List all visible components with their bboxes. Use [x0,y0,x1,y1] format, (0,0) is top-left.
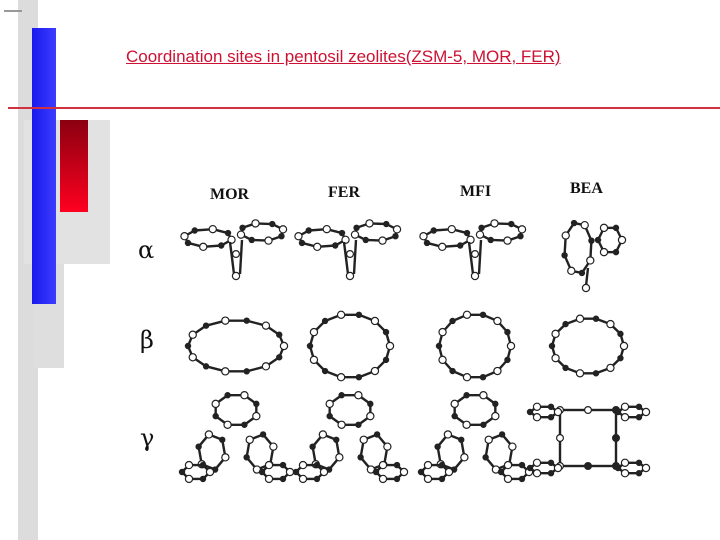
atom [439,462,444,467]
atom [192,228,197,233]
atom [240,225,245,230]
atom [636,471,641,476]
atom [220,437,225,442]
atom [241,392,248,399]
column-label-fer: FER [328,184,360,201]
bea-gamma-bottom-right [615,459,649,477]
row-label-gamma: γ [140,424,155,452]
atom [504,237,511,244]
atom [552,355,559,362]
atom [554,408,561,415]
atom [371,367,378,374]
atom [439,356,446,363]
atom [333,243,338,248]
atom [270,221,275,226]
atom [279,234,284,239]
atom [295,233,302,240]
atom [439,243,446,250]
atom [366,220,373,227]
atom [480,312,485,317]
atom [600,249,607,256]
atom [607,364,614,371]
atom [418,469,423,474]
atom [277,355,282,360]
atom [384,221,389,226]
atom [463,311,470,318]
atom [494,317,501,324]
alpha-right-wing-mfi [476,220,525,244]
atom [435,444,440,449]
decor-small-mark [4,10,22,12]
bea-gamma-cage-atom [585,407,592,414]
slide-title: Coordination sites in pentosil zeolites(ZSM-5, MOR, FER) [126,47,561,66]
atom [375,432,380,437]
alpha-chain-bond-b-mfi [479,240,481,274]
atom [593,316,598,321]
atom [518,234,523,239]
atom [533,459,540,466]
atom [314,243,321,250]
atom [242,422,247,427]
alpha-right-wing-fer [351,220,400,244]
atom [254,401,259,406]
atom [323,226,330,233]
atom [618,236,625,243]
atom [196,444,201,449]
atom [253,413,260,420]
atom [618,356,623,361]
atom [322,368,327,373]
atom [286,468,293,475]
alpha-center-atom-mor [233,251,240,258]
atom [519,476,524,481]
atom [212,400,219,407]
atom [509,443,516,450]
atom [509,221,514,226]
decor-red-block [60,120,88,212]
atom [262,322,269,329]
atom [481,422,486,427]
atom [383,330,388,335]
atom [452,414,457,419]
atom [327,414,332,419]
atom [607,321,614,328]
column-label-mor: MOR [210,186,250,203]
atom [576,370,583,377]
atom [219,243,224,248]
beta-ring-mfi [436,311,514,381]
atom [500,432,505,437]
atom [225,393,230,398]
title-rule [8,107,720,109]
atom [527,465,532,470]
atom [200,476,205,481]
atom [579,270,584,275]
atom [222,368,229,375]
atom [463,421,470,428]
atom [386,342,393,349]
atom [458,243,463,248]
atom [355,392,362,399]
atom [222,454,229,461]
gamma-right-foot-fer [373,461,407,482]
atom [568,267,575,274]
atom [280,476,285,481]
atom [488,237,493,242]
atom [618,331,623,336]
atom [576,315,583,322]
atom [379,237,386,244]
atom [279,226,286,233]
atom [339,393,344,398]
atom [280,342,287,349]
atom [424,461,431,468]
atom [337,374,344,381]
atom [310,444,315,449]
alpha-chain-bond-b-fer [354,240,356,274]
alpha-center-atom-fer [347,251,354,258]
atom [548,460,553,465]
atom [249,237,254,242]
atom [299,461,306,468]
atom [505,330,510,335]
atom [384,443,391,450]
atom [533,470,540,477]
gamma-top-ring-mfi [451,392,499,429]
decor-blue-bar [32,28,56,304]
atom [299,475,306,482]
atom [262,363,269,370]
atom [293,469,298,474]
bea-gamma-cage-atom [613,435,620,442]
atom [246,436,253,443]
atom [621,459,628,466]
atom [642,464,649,471]
bea-gamma-cage-atom [585,463,592,470]
alpha-left-wing-mfi [420,226,474,251]
coordination-sites-figure [118,168,686,493]
atom [189,331,196,338]
atom [444,431,451,438]
atom [507,342,514,349]
column-label-bea: BEA [570,180,603,197]
atom [461,454,468,461]
gamma-left-foot-fer [293,461,327,482]
alpha-bea-bottom-atom [582,284,589,291]
atom [400,468,407,475]
atom [480,392,487,399]
beta-ring-bea [549,315,627,377]
atom [213,414,218,419]
atom [336,454,343,461]
row-label-alpha: α [138,236,155,264]
atom [265,475,272,482]
atom [431,228,436,233]
atom [394,476,399,481]
atom [439,476,444,481]
atom [450,368,455,373]
atom [179,469,184,474]
atom [424,475,431,482]
alpha-bea-side-ring [595,224,625,255]
atom [519,462,524,467]
atom [307,343,312,348]
atom [480,375,485,380]
atom [360,436,367,443]
atom [394,462,399,467]
atom [244,318,249,323]
atom [527,409,532,414]
atom [356,312,361,317]
atom [479,225,484,230]
alpha-center-atom-mfi [472,251,479,258]
atom [244,369,249,374]
alpha-chain-bond-b-mor [240,240,242,274]
atom [356,422,361,427]
atom [310,356,317,363]
atom [209,226,216,233]
atom [642,408,649,415]
atom [587,257,594,264]
atom [571,220,576,225]
atom [494,367,501,374]
atom [485,436,492,443]
atom [636,404,641,409]
gamma-top-ring-fer [326,392,374,429]
atom [563,365,568,370]
atom [613,225,618,230]
beta-ring-fer [307,311,393,381]
bea-gamma-top-right [615,403,649,421]
atom [451,400,458,407]
atom [261,432,266,437]
atom [277,332,282,337]
atom [237,231,244,238]
alpha-bottom-atom-mfi [471,272,478,279]
atom [322,318,327,323]
atom [533,414,540,421]
atom [615,465,620,470]
atom [548,415,553,420]
atom [368,401,373,406]
atom [326,400,333,407]
atom [464,393,469,398]
atom [225,230,230,235]
alpha-chain-bond-mor [230,242,234,274]
atom [200,243,207,250]
atom [445,468,452,475]
atom [562,232,569,239]
atom [393,234,398,239]
atom [363,237,368,242]
bea-gamma-cage-box [560,410,616,466]
atom [549,343,554,348]
atom [621,414,628,421]
atom [185,240,190,245]
atom [252,220,259,227]
gamma-top-ring-mor [212,392,260,429]
atom [492,413,499,420]
bea-gamma-cage-atom [557,435,564,442]
atom [310,329,317,336]
atom [299,240,304,245]
atom [393,226,400,233]
beta-ring-mor [185,317,287,375]
alpha-bea-chain [586,268,588,286]
framework-structures [118,168,686,493]
atom [306,228,311,233]
atom [259,469,264,474]
bea-gamma-top-left [527,403,561,421]
alpha-chain-bond-mfi [469,242,473,274]
atom [615,409,620,414]
column-label-mfi: MFI [460,183,492,200]
atom [562,253,567,258]
atom [636,460,641,465]
atom [334,437,339,442]
atom [354,225,359,230]
atom [593,371,598,376]
atom [533,403,540,410]
atom [185,343,190,348]
atom [189,354,196,361]
atom [185,475,192,482]
gamma-right-foot-mor [259,461,293,482]
atom [203,323,208,328]
atom [463,374,470,381]
atom [358,455,363,460]
atom [383,357,388,362]
atom [505,357,510,362]
atom [548,471,553,476]
atom [554,464,561,471]
atom [379,461,386,468]
atom [504,475,511,482]
atom [600,224,607,231]
atom [351,231,358,238]
atom [581,222,588,229]
atom [420,233,427,240]
atom [185,461,192,468]
atom [200,462,205,467]
atom [552,330,559,337]
atom [371,317,378,324]
atom [367,413,374,420]
atom [265,461,272,468]
alpha-right-wing-mor [237,220,286,244]
atom [181,233,188,240]
atom [476,231,483,238]
alpha-bottom-atom-fer [346,272,353,279]
gamma-left-foot-mfi [418,461,452,482]
atom [206,468,213,475]
atom [613,250,618,255]
atom [589,238,594,243]
atom [636,415,641,420]
atom [314,476,319,481]
atom [518,226,525,233]
atom [373,469,378,474]
atom [483,455,488,460]
atom [319,431,326,438]
atom [621,470,628,477]
atom [222,317,229,324]
atom [504,461,511,468]
atom [224,421,231,428]
atom [338,421,345,428]
atom [280,462,285,467]
atom [493,401,498,406]
atom [265,237,272,244]
atom [244,455,249,460]
atom [436,343,441,348]
gamma-right-foot-mfi [498,461,532,482]
atom [424,240,429,245]
atom [548,404,553,409]
atom [595,237,600,242]
atom [439,329,446,336]
atom [339,230,344,235]
atom [620,342,627,349]
alpha-chain-bond-fer [344,242,348,274]
atom [314,462,319,467]
atom [498,469,503,474]
atom [337,311,344,318]
row-label-beta: β [140,326,154,354]
atom [320,468,327,475]
alpha-left-wing-mor [181,226,235,251]
atom [621,403,628,410]
atom [205,431,212,438]
atom [450,318,455,323]
gamma-left-foot-mor [179,461,213,482]
alpha-bottom-atom-mor [232,272,239,279]
alpha-bea-main-ring [562,220,594,275]
atom [270,443,277,450]
atom [356,375,361,380]
atom [379,475,386,482]
atom [448,226,455,233]
atom [491,220,498,227]
atom [459,437,464,442]
alpha-left-wing-fer [295,226,349,251]
atom [563,322,568,327]
atom [464,230,469,235]
atom [203,364,208,369]
